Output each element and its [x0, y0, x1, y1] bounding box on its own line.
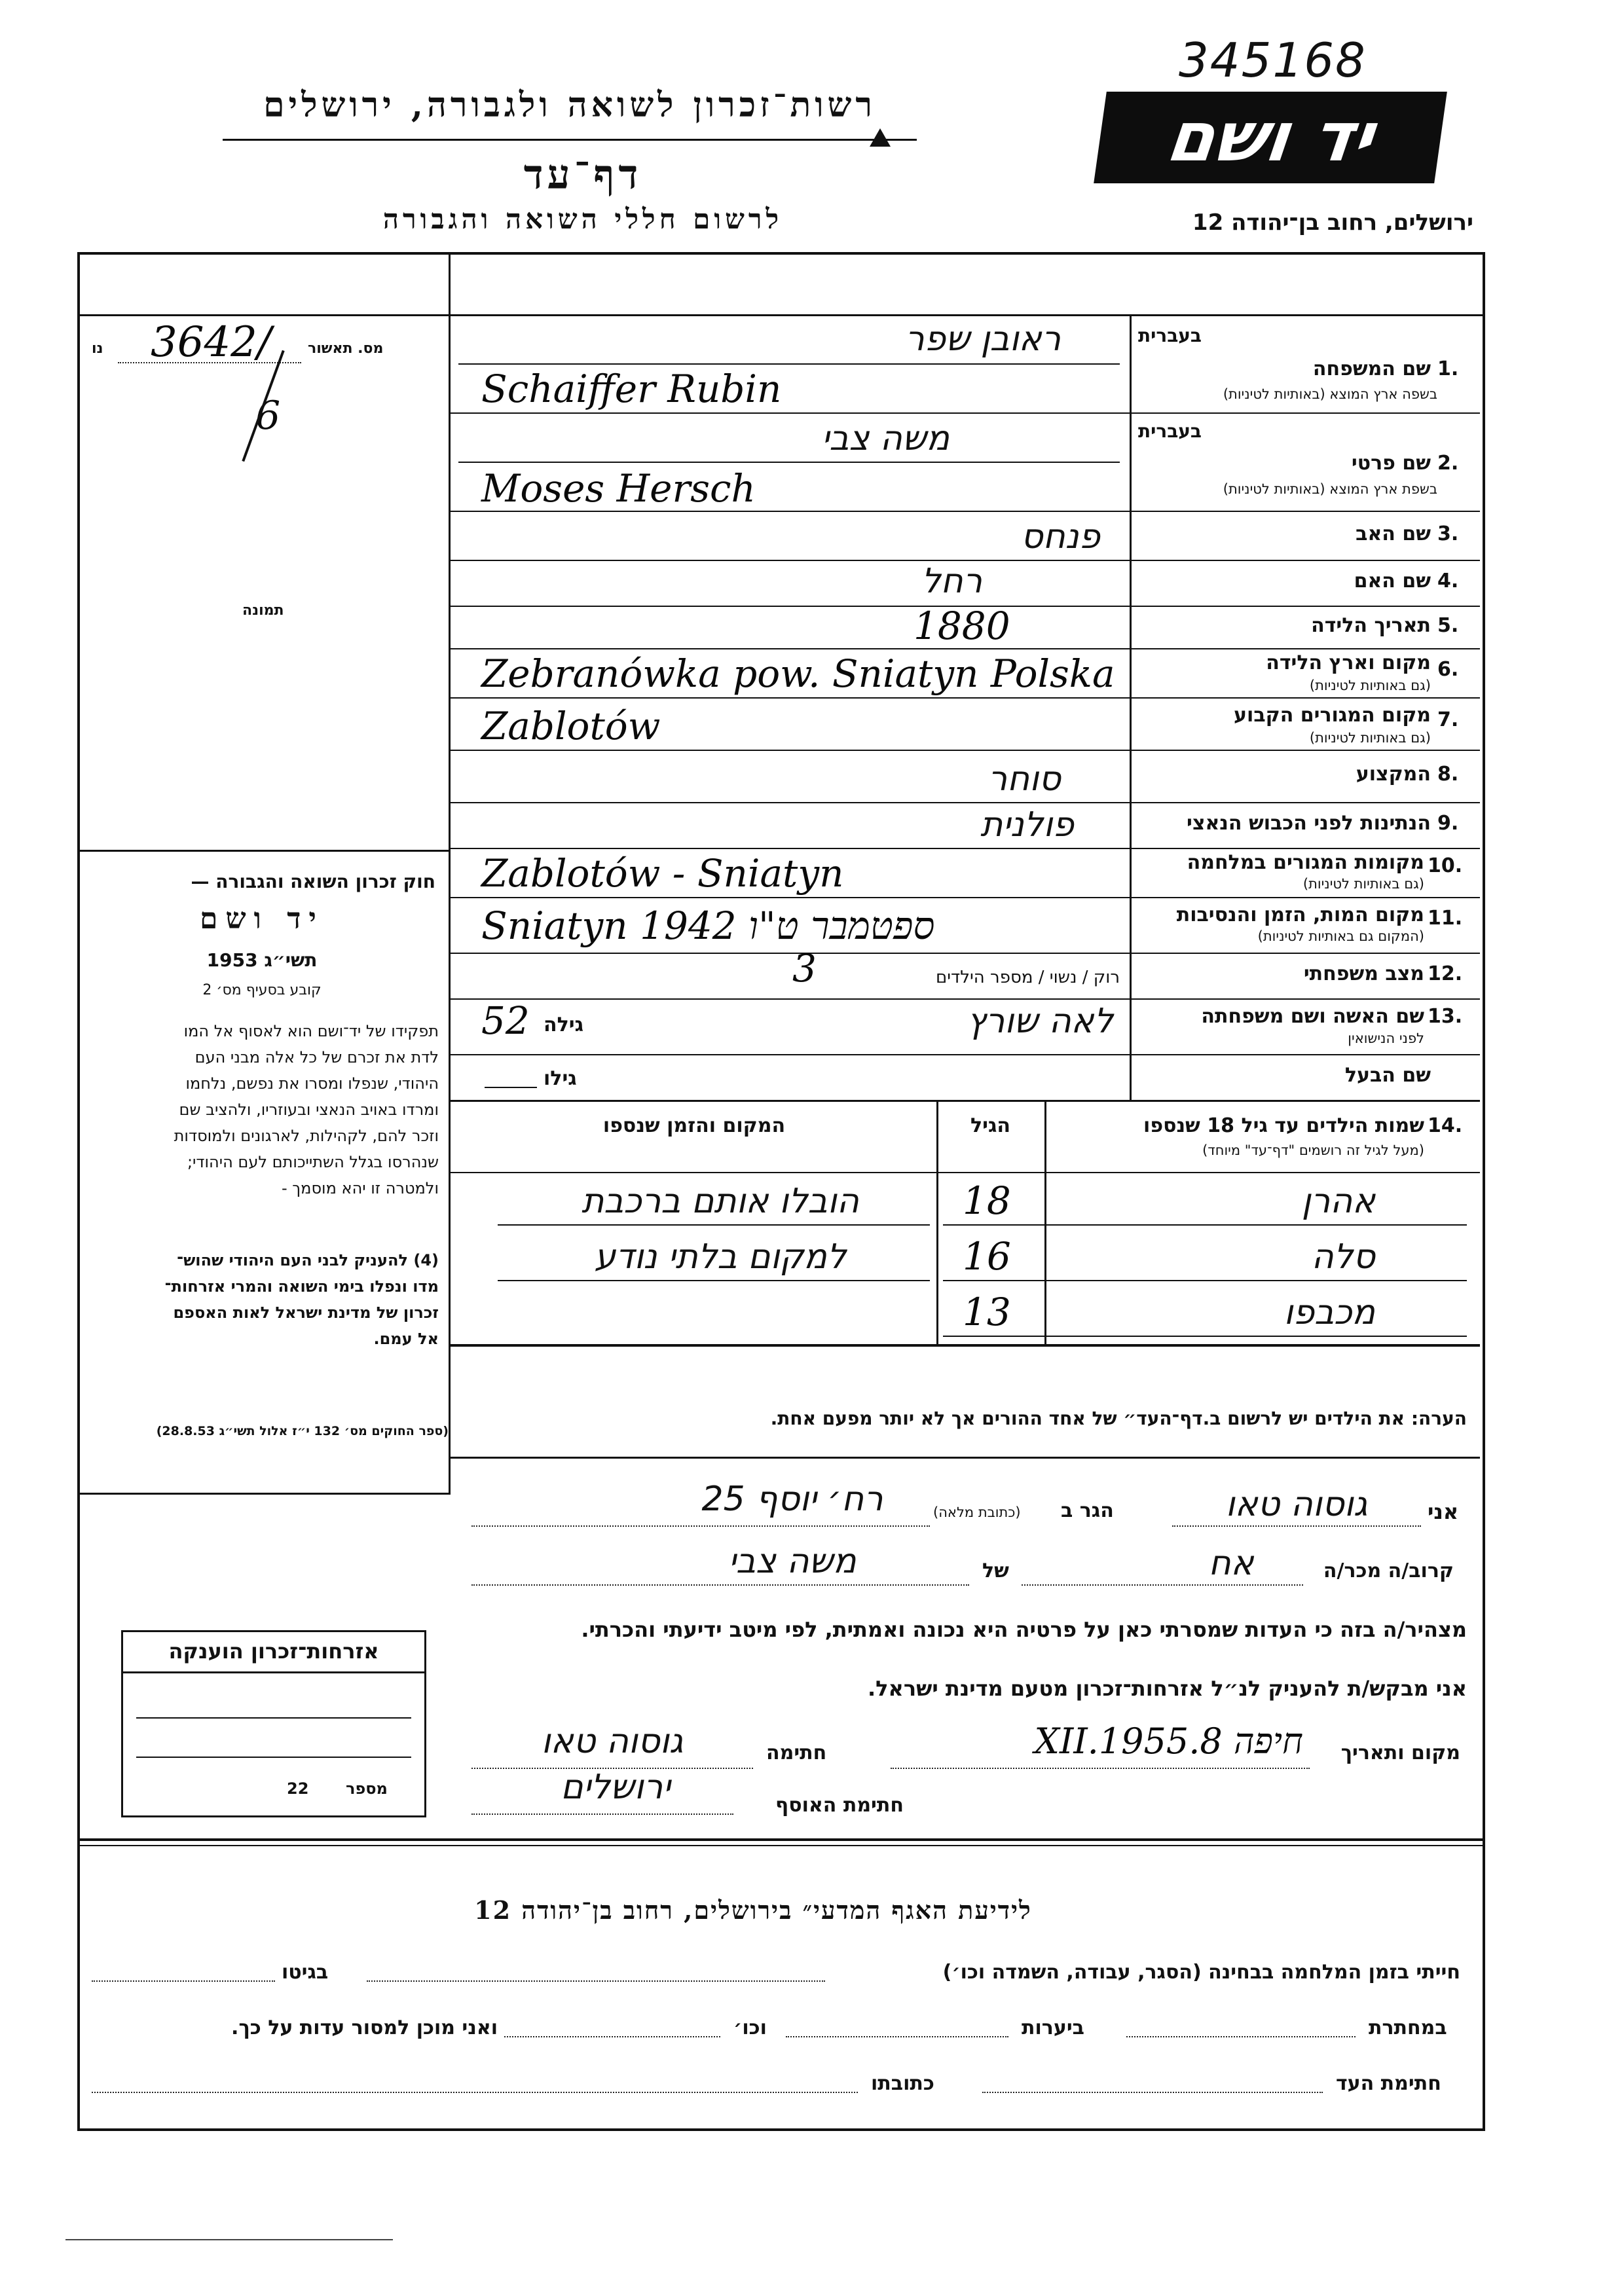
value-birthdate: 1880 [913, 604, 1010, 648]
footer-line3-label: חתימת העד [1336, 2072, 1441, 2095]
child-row-line [943, 1280, 1467, 1281]
decl-address-label: (כתובת מלאה) [933, 1504, 1021, 1520]
yad-vashem-logo [1094, 92, 1447, 183]
child-row-line [943, 1336, 1467, 1337]
field-num-5: 5. [1437, 614, 1459, 637]
row-line [451, 412, 1480, 414]
file-number-label: מס. תאשור [308, 340, 384, 357]
field-label-husband: שם הבעל [1344, 1064, 1431, 1087]
value-wartime-residence: Zablotów - Sniatyn [481, 851, 844, 896]
signature-value: גוסוה טאו [541, 1722, 684, 1761]
field-num-13: 13. [1428, 1005, 1463, 1028]
law-line: היהודי, שנפלו ומסרו את נפשם, נלחמו [185, 1074, 439, 1093]
stamp-line [123, 1671, 424, 1673]
sidebar-org: יד ושם [200, 902, 324, 936]
field-sub-1: בשפה ארץ המוצא (באותיות לטיניות) [1223, 386, 1437, 402]
row-line [451, 953, 1480, 954]
field-sub-13: לפני הנישואין [1348, 1030, 1424, 1046]
hebrew-tag-2: בעברית [1137, 420, 1202, 442]
footer-line2-mid: ביערות [1022, 2016, 1084, 2039]
decl-name-line [1172, 1525, 1421, 1527]
field-label-6: מקום וארץ הלידה [1266, 651, 1431, 674]
sidebar-bottom-line [77, 1493, 451, 1495]
children-sub: (מעל לגיל זה רושמים "דף־עד" מיוחד) [1202, 1142, 1424, 1158]
decl-relation-line [1022, 1584, 1303, 1586]
collector-signature: ירושלים [561, 1768, 671, 1807]
stamp-line [136, 1717, 411, 1719]
collector-label: חתימת האוסף [775, 1794, 904, 1817]
stamp-line [136, 1757, 411, 1758]
children-bottom-line [451, 1344, 1480, 1347]
field-num-1: 1. [1437, 357, 1459, 380]
law-line: (4) להעניק לבני העם היהודי שהוש־ [177, 1251, 439, 1269]
address: ירושלים, רחוב בן־יהודה 12 [1192, 210, 1473, 236]
value-nationality: פולנית [980, 805, 1074, 845]
col-place-header: המקום והזמן שנספו [602, 1114, 786, 1137]
footer-separator [77, 1838, 1483, 1841]
value-wife: לאה שורץ [967, 1002, 1113, 1041]
child-age: 13 [963, 1290, 1011, 1334]
law-line: זכרון של מדינת ישראל לאות האספם [173, 1303, 439, 1322]
decl-of-line [471, 1584, 969, 1586]
collector-line [471, 1813, 733, 1815]
field-num-8: 8. [1437, 763, 1459, 786]
form-title: דף־עד [523, 151, 642, 198]
law-title: חוק זכרון השואה והגבורה — [191, 871, 435, 892]
row-line [451, 1054, 1480, 1055]
field-num-14: 14. [1428, 1114, 1463, 1137]
place-date-label: מקום ותאריך [1340, 1741, 1460, 1764]
form-subtitle: לרשום חללי השואה והגבורה [382, 203, 783, 235]
footer-line1-tail [92, 1980, 275, 1982]
left-column-divider [449, 252, 451, 1493]
child-place: למקום בלתי נודע [594, 1237, 847, 1277]
field-label-10: מקומות המגורים במלחמה [1187, 851, 1424, 874]
value-mother: רחל [921, 562, 982, 601]
law-line: שנהרסו בגלל השתייכותם לעם היהודי; [187, 1153, 439, 1171]
decl-relation-label: קרוב/ה מכר/ה [1323, 1559, 1454, 1582]
citizenship-stamp-box [121, 1630, 426, 1817]
stamp-number: 22 [287, 1779, 309, 1798]
footer-line2-fill2 [786, 2036, 1008, 2037]
field-sub-12: רוק / נשוי / מספר הילדים [935, 968, 1120, 987]
hebrew-tag-1: בעברית [1137, 325, 1202, 346]
decl-shel: של [982, 1559, 1009, 1582]
decl-statement-2: אני מבקש/ת להעניק לנ״ל אזרחות־זכרון מטעם מדינת ישראל. [868, 1676, 1467, 1701]
field-num-11: 11. [1428, 907, 1463, 930]
field-label-4: שם האם [1354, 570, 1431, 592]
husband-age-label: גילו [544, 1067, 577, 1090]
field-sub-6: (גם באותיות לטיניות) [1309, 678, 1431, 693]
value-father: פנחס [1020, 517, 1100, 556]
footer-line3-address: כתובתו [871, 2072, 934, 2095]
field-num-3: 3. [1437, 522, 1459, 545]
field-sub-11: (המקום גם באותיות לטיניות) [1257, 928, 1424, 944]
child-row-line [498, 1224, 930, 1226]
stamp-number-label: מספר [346, 1779, 388, 1798]
field-sub-10: (גם באותיות לטיניות) [1302, 876, 1424, 892]
sidebar-year: תשי״ג 1953 [206, 949, 318, 971]
footer-line3-tail [92, 2092, 858, 2093]
place-date-line [891, 1768, 1310, 1769]
child-row-line [943, 1224, 1467, 1226]
decl-relation: אח [1208, 1544, 1254, 1583]
law-line: לדת את זכרם של כל אלה מבני העם [194, 1048, 439, 1066]
footer-line2-fill1 [1126, 2036, 1356, 2037]
row-line [451, 560, 1480, 561]
row-line [451, 897, 1480, 898]
footer-line2-etc: וכו׳ [733, 2016, 767, 2039]
field-label-3: שם האב [1356, 522, 1431, 545]
registry-number: 345168 [1179, 33, 1367, 88]
wife-age-label: גילה [544, 1013, 583, 1036]
field-num-10: 10. [1428, 854, 1463, 877]
children-col-divider [936, 1102, 938, 1344]
label-column-divider [1130, 314, 1132, 1100]
place-date-value: חיפה 8.XII.1955 [1034, 1721, 1303, 1762]
footer-line1-end: בגיטו [282, 1961, 329, 1984]
field-num-2: 2. [1437, 452, 1459, 475]
value-latin-surname: Schaiffer Rubin [481, 367, 782, 411]
child-row-line [498, 1280, 930, 1281]
row-line [451, 648, 1480, 649]
bottom-rule [65, 2239, 393, 2240]
value-hebrew-first: משה צבי [821, 419, 950, 458]
org-line: רשות־זכרון לשואה ולגבורה, ירושלים [263, 85, 876, 125]
row-line [451, 802, 1480, 803]
child-age: 18 [963, 1178, 1011, 1223]
children-col-divider [1044, 1102, 1046, 1344]
decl-address-line [471, 1525, 930, 1527]
footer-line2-fill3 [504, 2036, 720, 2037]
org-underline [223, 139, 917, 141]
row-line [451, 998, 1480, 1000]
children-label: שמות הילדים עד גיל 18 שנספו [1143, 1114, 1424, 1137]
field-label-12: מצב משפחתי [1303, 962, 1424, 985]
field-label-2: שם פרטי [1351, 452, 1431, 475]
value-hebrew-surname: ראובן שפר [905, 319, 1061, 359]
footer-line2-end: ואני מוכן למסור עדות על כך. [231, 2016, 498, 2039]
footer-line2-start: במחתרת [1369, 2016, 1447, 2039]
husband-age-line [485, 1087, 537, 1088]
law-line: וזכר להם, לקהילות, לארגונים ולמוסדות [174, 1127, 439, 1145]
value-latin-first: Moses Hersch [481, 466, 756, 511]
field-label-9: הנתינות לפני הכבוש הנאצי [1187, 812, 1431, 835]
field-num-9: 9. [1437, 812, 1459, 835]
row-line [451, 511, 1480, 512]
row-line [451, 848, 1480, 849]
row-line [451, 1100, 1480, 1102]
sidebar-section: קובע בסעיף מס׳ 2 [202, 982, 322, 998]
law-line: מדו ונפלו בימי השואה והמרי אזרחות־ [164, 1277, 439, 1296]
row-line [451, 697, 1480, 699]
value-profession: סוחר [987, 759, 1061, 799]
field-label-7: מקום המגורים הקבוע [1234, 704, 1431, 727]
field-num-7: 7. [1437, 708, 1459, 731]
footer-separator [77, 1845, 1483, 1846]
field-label-11: מקום המות, הזמן והנסיבות [1176, 903, 1424, 926]
photo-label: תמונה [242, 602, 284, 619]
field-label-1: שם המשפחה [1312, 357, 1431, 380]
note-text: הערה: את הילדים יש לרשום ב.דף־העד״ של אחד ההורים אך לא יותר מפעם אחת. [770, 1408, 1467, 1429]
file-number-suffix: נו [92, 340, 103, 357]
decl-ani: אני [1428, 1499, 1459, 1524]
law-line: ולמטרה זו יהא מוסמך - [282, 1179, 439, 1197]
child-place: הובלו אותם ברכבת [581, 1182, 859, 1221]
decl-name: גוסוה טאו [1225, 1485, 1368, 1524]
col-age-header: הגיל [970, 1114, 1010, 1137]
law-paragraph-2 [85, 1247, 439, 1352]
field-num-4: 4. [1437, 570, 1459, 592]
field-num-12: 12. [1428, 962, 1463, 985]
note-bottom-line [451, 1457, 1480, 1459]
flame-emblem-icon [870, 128, 891, 147]
footer-info: לידיעת האגף המדעי״ בירושלים, רחוב בן־יהודה 12 [474, 1895, 1032, 1925]
decl-address: רח׳ יוסף 25 [701, 1480, 883, 1519]
law-footnote: (ספר החוקים מס׳ 132 י״ז אלול תשי״ג 28.8.53) [156, 1424, 449, 1438]
children-header-line [451, 1172, 1480, 1173]
value-children-count: 3 [792, 946, 817, 991]
law-paragraph [85, 1018, 439, 1201]
field-label-13: שם האשה ושם משפחתה [1201, 1005, 1424, 1028]
field-label-8: המקצוע [1356, 763, 1431, 786]
law-line: תפקידו של יד־ושם הוא לאסוף אל המו [183, 1022, 439, 1040]
underline [458, 363, 1120, 365]
footer-line3-fill [982, 2092, 1323, 2093]
child-name: סלה [1311, 1237, 1375, 1277]
value-death: Sniatyn 1942 ספטמבר ט"ו [481, 903, 935, 948]
top-band-line [77, 314, 1483, 316]
file-number-line [118, 362, 301, 363]
signature-label: חתימה [766, 1741, 827, 1764]
field-sub-2: בשפת ארץ המוצא (באותיות לטיניות) [1223, 481, 1437, 497]
sidebar-top-line [77, 850, 451, 852]
child-name: אהרן [1301, 1182, 1375, 1221]
underline [458, 462, 1120, 463]
law-line: ומרדו באויב הנאצי ובעוזריו, ולהציב שם [179, 1101, 439, 1119]
value-wife-age: 52 [481, 998, 530, 1043]
law-line: אל עמם. [373, 1330, 439, 1348]
field-sub-7: (גם באותיות לטיניות) [1309, 730, 1431, 746]
file-number-value: 3642/ [151, 318, 272, 367]
child-name: מכבפו [1283, 1293, 1375, 1332]
field-num-6: 6. [1437, 658, 1459, 681]
footer-line1-label: חייתי בזמן המלחמה בבחינה (הסגר, עבודה, השמדה וכו׳) [942, 1961, 1460, 1984]
stamp-title: אזרחות־זכרון הוענקה [168, 1639, 379, 1664]
field-label-5: תאריך הלידה [1311, 614, 1431, 637]
row-line [451, 750, 1480, 751]
footer-line1-fill [367, 1980, 825, 1982]
decl-of-name: משה צבי [728, 1542, 857, 1581]
file-sub: 6 [255, 393, 281, 439]
decl-statement-1: מצהיר/ה בזה כי העדות שמסרתי כאן על פרטיה היא נכונה ואמתית, לפי מיטב ידיעתי והכרתי. [581, 1617, 1467, 1642]
child-age: 16 [963, 1234, 1011, 1279]
logo-text: יד ושם [1162, 97, 1379, 177]
value-residence: Zablotów [481, 704, 661, 748]
value-birthplace: Zebranówka pow. Sniatyn Polska [481, 651, 1115, 696]
decl-gar-b: הגר ב [1061, 1499, 1114, 1522]
